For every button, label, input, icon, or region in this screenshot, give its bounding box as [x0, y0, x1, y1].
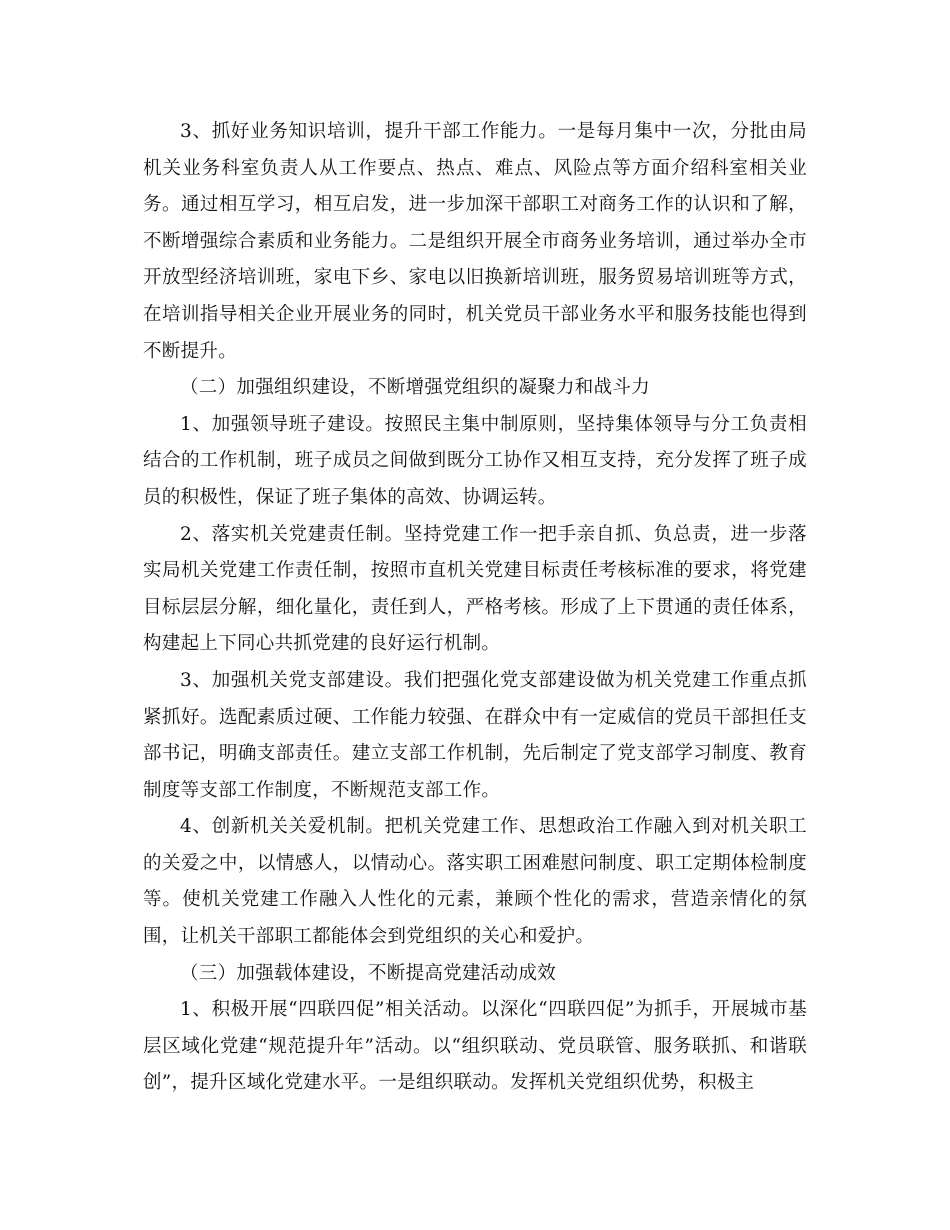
paragraph-training: 3、抓好业务知识培训，提升干部工作能力。一是每月集中一次，分批由局机关业务科室负责人从工作要点、热点、难点、风险点等方面介绍科室相关业务。通过相互学习，相互启发，进一步加深干部职工对商务工作的认识和了解，不断增强综合素质和业务能力。二是组织开展全市商务业务培训，通过举办全市开放型经济培训班，家电下乡、家电以旧换新培训班，服务贸易培训班等方式，在培训指导相关企业开展业务的同时，机关党员干部业务水平和服务技能也得到不断提升。 [143, 121, 807, 362]
paragraph-four-links: 1、积极开展“四联四促”相关活动。以深化“四联四促”为抓手，开展城市基层区域化党建“规范提升年”活动。以“组织联动、党员联管、服务联抓、和谐联创”，提升区域化党建水平。一是组织联动。发挥机关党组织优势，积极主 [143, 999, 807, 1094]
document-body [143, 114, 807, 1102]
paragraph-responsibility: 2、落实机关党建责任制。坚持党建工作一把手亲自抓、负总责，进一步落实局机关党建工作责任制，按照市直机关党建目标责任考核标准的要求，将党建目标层层分解，细化量化，责任到人，严格考核。形成了上下贯通的责任体系，构建起上下同心共抓党建的良好运行机制。 [143, 523, 807, 655]
paragraph-leadership: 1、加强领导班子建设。按照民主集中制原则，坚持集体领导与分工负责相结合的工作机制，班子成员之间做到既分工协作又相互支持，充分发挥了班子成员的积极性，保证了班子集体的高效、协调运转。 [143, 413, 807, 508]
paragraph-branch: 3、加强机关党支部建设。我们把强化党支部建设做为机关党建工作重点抓紧抓好。选配素质过硬、工作能力较强、在群众中有一定威信的党员干部担任支部书记，明确支部责任。建立支部工作机制，先后制定了党支部学习制度、教育制度等支部工作制度，不断规范支部工作。 [143, 669, 807, 801]
paragraph-care: 4、创新机关关爱机制。把机关党建工作、思想政治工作融入到对机关职工的关爱之中，以情感人，以情动心。落实职工困难慰问制度、职工定期体检制度等。使机关党建工作融入人性化的元素，兼顾个性化的需求，营造亲情化的氛围，让机关干部职工都能体会到党组织的关心和爱护。 [143, 816, 807, 948]
section-heading-organization: （二）加强组织建设，不断增强党组织的凝聚力和战斗力 [180, 377, 651, 399]
section-heading-carrier: （三）加强载体建设，不断提高党建活动成效 [180, 962, 557, 984]
